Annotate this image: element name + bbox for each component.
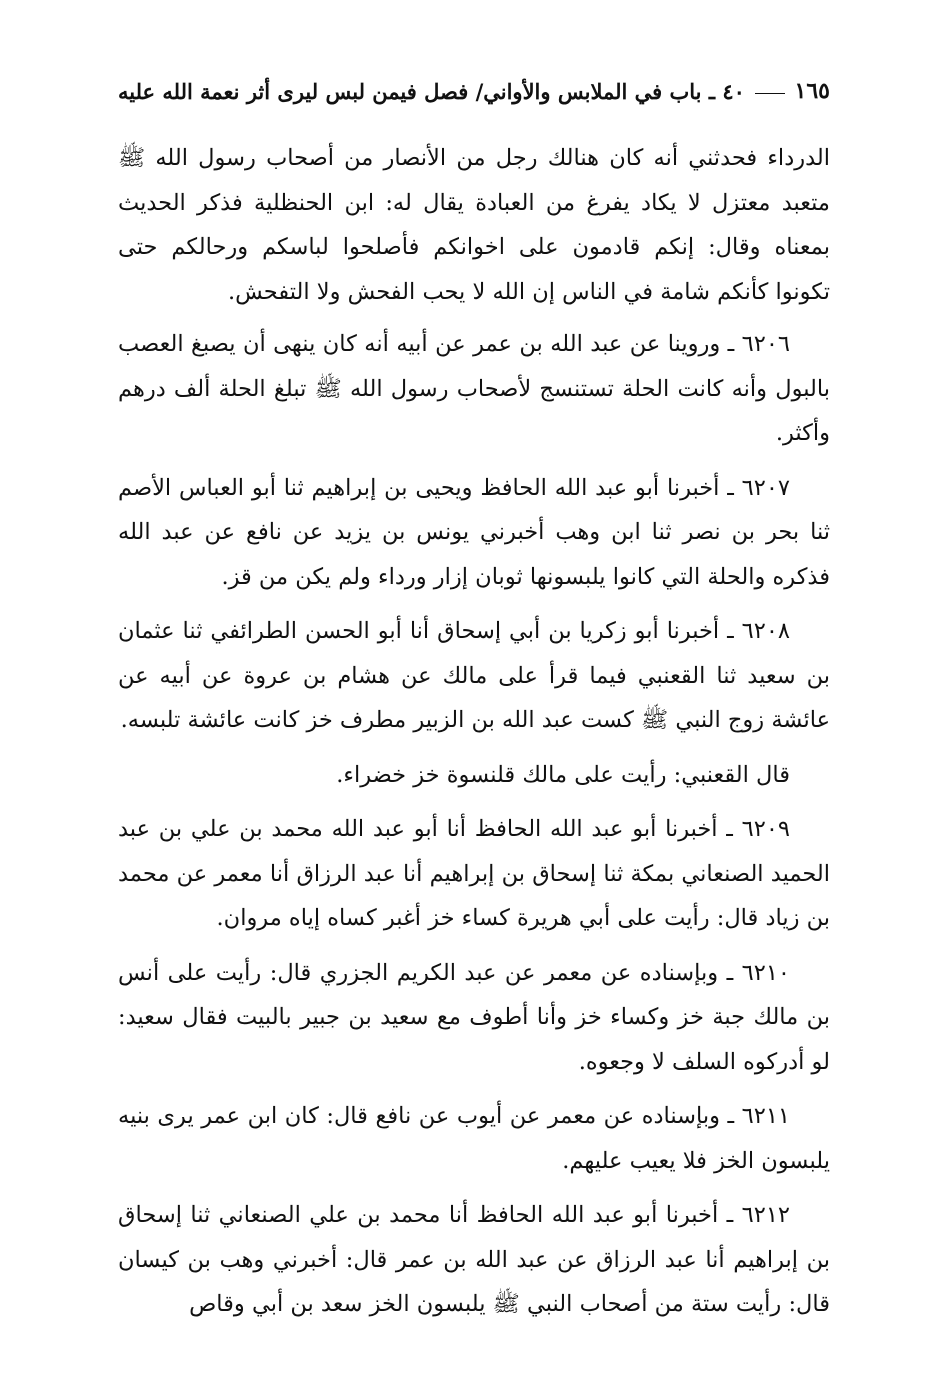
paragraph-continued: الدرداء فحدثني أنه كان هنالك رجل من الأنصار من أصحاب رسول الله ﷺ متعبد معتزل لا يكاد يفرغ من العبادة يقال له: ابن الحنظلية فذكر الحديث بمعناه وقال: إنكم قادمون على اخوانكم فأصلحوا لباسكم ورحالكم حتى تكونوا كأنكم شامة في الناس إن الله لا يحب الفحش ولا التفحش. bbox=[118, 145, 830, 305]
running-header bbox=[118, 78, 830, 104]
hadith-6212: ٦٢١٢ ـ أخبرنا أبو عبد الله الحافظ أنا محمد بن علي الصنعاني ثنا إسحاق بن إبراهيم أنا عبد الرزاق عن عبد الله بن عمر قال: أخبرني وهب بن كيسان قال: رأيت ستة من أصحاب النبي ﷺ يلبسون الخز سعد بن أبي وقاص bbox=[118, 1202, 830, 1317]
hadith-6207: ٦٢٠٧ ـ أخبرنا أبو عبد الله الحافظ ويحيى بن إبراهيم ثنا أبو العباس الأصم ثنا بحر بن نصر ثنا ابن وهب أخبرني يونس بن يزيد عن نافع عن عبد الله فذكره والحلة التي كانوا يلبسونها ثوبان إزار ورداء ولم يكن من قز. bbox=[118, 474, 830, 590]
hadith-6206: ٦٢٠٦ ـ وروينا عن عبد الله بن عمر عن أبيه أنه كان ينهى أن يصبغ العصب بالبول وأنه كانت الحلة تستنسج لأصحاب رسول الله ﷺ تبلغ الحلة ألف درهم وأكثر. bbox=[118, 331, 830, 446]
hadith-6208: ٦٢٠٨ ـ أخبرنا أبو زكريا بن أبي إسحاق أنا أبو الحسن الطرائفي ثنا عثمان بن سعيد ثنا القعنبي فيما قرأ على مالك عن هشام بن عروة عن أبيه عن عائشة زوج النبي ﷺ كست عبد الله بن الزبير مطرف خز كانت عائشة تلبسه. bbox=[118, 618, 830, 733]
hadith-6209: ٦٢٠٩ ـ أخبرنا أبو عبد الله الحافظ أنا أبو عبد الله محمد بن علي بن عبد الحميد الصنعاني بمكة ثنا إسحاق بن إبراهيم أنا عبد الرزاق أنا معمر عن محمد بن زياد قال: رأيت على أبي هريرة كساء خز أغبر كساه إياه مروان. bbox=[118, 816, 830, 931]
hadith-6211: ٦٢١١ ـ وبإسناده عن معمر عن أيوب عن نافع قال: كان ابن عمر يرى بنيه يلبسون الخز فلا يعيب عليهم. bbox=[118, 1103, 830, 1174]
page-body bbox=[118, 136, 830, 1337]
qanabi-remark: قال القعنبي: رأيت على مالك قلنسوة خز خضراء. bbox=[336, 761, 790, 788]
page-number: ١٦٥ bbox=[794, 78, 830, 104]
chapter-title: ٤٠ ـ باب في الملابس والأواني/ فصل فيمن لبس ليرى أثر نعمة الله عليه bbox=[118, 78, 745, 104]
header-rule bbox=[755, 93, 785, 94]
hadith-6210: ٦٢١٠ ـ وبإسناده عن معمر عن عبد الكريم الجزري قال: رأيت على أنس بن مالك جبة خز وكساء خز وأنا أطوف مع سعيد بن جبير بالبيت فقال سعيد: لو أدركوه السلف لا وجعوه. bbox=[118, 959, 830, 1075]
